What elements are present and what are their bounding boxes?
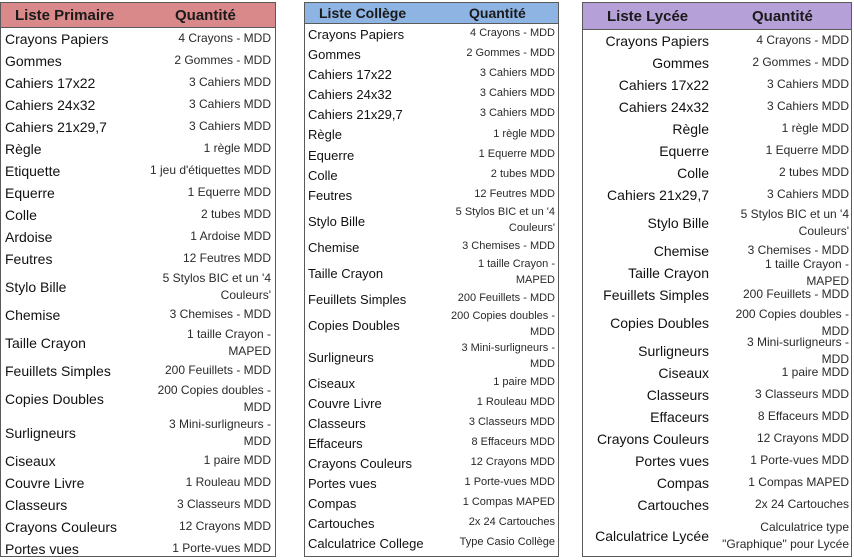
table-row	[1, 94, 275, 116]
table-row	[305, 44, 558, 64]
quantity-cell: 1 Porte-vues MDD	[172, 541, 271, 556]
item-name-cell: Copies Doubles	[610, 315, 709, 331]
table-body	[305, 24, 558, 553]
quantity-cell: 12 Feutres MDD	[474, 188, 555, 201]
table-row	[583, 30, 851, 52]
item-name-cell: Cahiers 24x32	[308, 86, 392, 102]
table-row	[1, 360, 275, 382]
item-name-cell: Ardoise	[5, 229, 53, 245]
quantity-cell: 2 Gommes - MDD	[466, 47, 555, 60]
quantity-cell: 1 règle MDD	[203, 141, 271, 156]
item-name-cell: Classeurs	[646, 387, 709, 403]
item-name-cell: Taille Crayon	[308, 265, 384, 281]
quantity-cell: 2x 24 Cartouches	[468, 516, 555, 529]
item-name-cell: Equerre	[659, 143, 709, 159]
quantity-cell: 1 Porte-vues MDD	[750, 453, 849, 468]
table-row	[583, 206, 851, 240]
quantity-cell: 3 Mini-surligneurs - MDD	[168, 416, 271, 448]
table-header	[1, 3, 275, 28]
quantity-cell: 1 taille Crayon - MAPED	[477, 258, 555, 286]
table-row	[583, 118, 851, 140]
item-name-cell: Règle	[308, 127, 342, 142]
table-row	[1, 182, 275, 204]
table-row	[305, 84, 558, 104]
table-row	[583, 52, 851, 74]
item-name-cell: Compas	[656, 475, 709, 491]
table-row	[583, 406, 851, 428]
list-title: Liste Lycée	[607, 7, 689, 25]
table-row	[1, 138, 275, 160]
quantity-cell: 1 Rouleau MDD	[185, 475, 271, 490]
table-row	[305, 453, 558, 473]
table-row	[1, 450, 275, 472]
table-row	[1, 326, 275, 360]
table-row	[1, 50, 275, 72]
item-name-cell: Cahiers 17x22	[5, 75, 96, 91]
item-name-cell: Crayons Papiers	[605, 33, 709, 49]
quantity-cell: 8 Effaceurs MDD	[471, 436, 555, 449]
quantity-cell: 3 Cahiers MDD	[766, 187, 849, 202]
table-row	[305, 145, 558, 165]
item-name-cell: Colle	[677, 165, 709, 181]
table-row	[305, 237, 558, 257]
item-name-cell: Cartouches	[308, 515, 375, 531]
table-row	[305, 205, 558, 237]
item-name-cell: Surligneurs	[308, 349, 374, 365]
item-name-cell: Portes vues	[635, 453, 709, 469]
item-name-cell: Taille Crayon	[628, 265, 709, 281]
item-name-cell: Cahiers 21x29,7	[5, 119, 107, 135]
quantity-cell: 1 Porte-vues MDD	[464, 476, 555, 489]
item-name-cell: Chemise	[653, 243, 709, 259]
table-row	[305, 473, 558, 493]
quantity-cell: 3 Cahiers MDD	[188, 75, 271, 90]
item-name-cell: Stylo Bille	[308, 213, 366, 229]
quantity-cell: 1 règle MDD	[781, 121, 849, 136]
table-row	[583, 516, 851, 556]
item-name-cell: Couvre Livre	[5, 475, 85, 491]
quantity-cell: 1 Rouleau MDD	[476, 396, 555, 409]
table-row	[305, 341, 558, 373]
table-row	[1, 160, 275, 182]
table-row	[1, 472, 275, 494]
quantity-cell: 200 Feuillets - MDD	[164, 363, 271, 378]
item-name-cell: Feutres	[308, 187, 353, 203]
table-row	[305, 124, 558, 145]
list-title: Liste Primaire	[15, 6, 115, 24]
table-row	[583, 472, 851, 494]
quantity-cell: 1 paire MDD	[493, 376, 555, 389]
quantity-header: Quantité	[469, 5, 526, 21]
item-name-cell: Stylo Bille	[647, 215, 709, 231]
table-row	[1, 248, 275, 270]
quantity-cell: 3 Mini-surligneurs - MDD	[746, 334, 849, 366]
quantity-cell: 3 Chemises - MDD	[169, 307, 271, 322]
item-name-cell: Equerre	[308, 147, 355, 163]
quantity-cell: 3 Chemises - MDD	[747, 243, 849, 258]
item-name-cell: Equerre	[5, 185, 55, 201]
table-row	[1, 226, 275, 248]
quantity-cell: 3 Classeurs MDD	[468, 416, 555, 429]
item-name-cell: Surligneurs	[5, 425, 76, 441]
table-row	[305, 413, 558, 433]
table-row	[583, 284, 851, 306]
quantity-cell: 1 taille Crayon - MAPED	[764, 256, 849, 288]
item-name-cell: Copies Doubles	[5, 391, 104, 407]
item-name-cell: Gommes	[5, 53, 62, 69]
item-name-cell: Gommes	[652, 55, 709, 71]
table-row	[305, 24, 558, 44]
quantity-cell: 4 Crayons - MDD	[178, 31, 271, 46]
quantity-cell: 4 Crayons - MDD	[470, 27, 555, 40]
table-row	[305, 185, 558, 205]
quantity-cell: 1 paire MDD	[781, 365, 849, 380]
item-name-cell: Crayons Couleurs	[5, 519, 118, 535]
item-name-cell: Cahiers 17x22	[618, 77, 709, 93]
quantity-cell: 1 taille Crayon - MAPED	[186, 326, 271, 358]
table-row	[1, 270, 275, 304]
item-name-cell: Crayons Couleurs	[596, 431, 709, 447]
quantity-cell: 8 Effaceurs MDD	[757, 409, 849, 424]
quantity-cell: 2 tubes MDD	[490, 168, 555, 181]
table-row	[1, 72, 275, 94]
table-row	[305, 257, 558, 289]
table-row	[1, 516, 275, 538]
table-row	[583, 334, 851, 366]
quantity-cell: 12 Crayons MDD	[178, 519, 271, 534]
table-row	[305, 433, 558, 453]
quantity-cell: 3 Cahiers MDD	[188, 97, 271, 112]
quantity-cell: 12 Feutres MDD	[182, 251, 271, 266]
quantity-cell: 3 Cahiers MDD	[479, 107, 555, 120]
item-name-cell: Portes vues	[308, 475, 377, 491]
item-name-cell: Copies Doubles	[308, 317, 400, 333]
quantity-cell: 200 Copies doubles - MDD	[735, 306, 849, 338]
item-name-cell: Cahiers 17x22	[308, 66, 392, 82]
table-row	[583, 96, 851, 118]
table-row	[583, 74, 851, 96]
item-name-cell: Classeurs	[5, 497, 68, 513]
quantity-cell: 5 Stylos BIC et un '4 Couleurs'	[162, 270, 271, 302]
quantity-cell: 3 Cahiers MDD	[479, 67, 555, 80]
list-primaire-table	[0, 2, 276, 557]
quantity-cell: 5 Stylos BIC et un '4 Couleurs'	[740, 206, 849, 238]
item-name-cell: Chemise	[5, 307, 61, 323]
item-name-cell: Cahiers 21x29,7	[308, 106, 403, 122]
item-name-cell: Ciseaux	[658, 365, 709, 381]
table-row	[583, 362, 851, 384]
quantity-cell: Calculatrice type "Graphique" pour Lycée	[722, 519, 849, 551]
table-row	[305, 393, 558, 413]
quantity-cell: 3 Classeurs MDD	[754, 387, 849, 402]
quantity-cell: 200 Copies doubles - MDD	[451, 310, 555, 338]
list-lycee-table	[582, 2, 852, 557]
quantity-cell: 12 Crayons MDD	[756, 431, 849, 446]
quantity-cell: 1 jeu d'étiquettes MDD	[149, 163, 271, 178]
table-row	[583, 384, 851, 406]
item-name-cell: Colle	[308, 167, 338, 183]
quantity-header: Quantité	[752, 7, 813, 25]
table-row	[305, 165, 558, 185]
item-name-cell: Crayons Papiers	[5, 31, 109, 47]
quantity-cell: 3 Classeurs MDD	[176, 497, 271, 512]
item-name-cell: Feutres	[5, 251, 53, 267]
item-name-cell: Effaceurs	[650, 409, 709, 425]
table-row	[1, 416, 275, 450]
item-name-cell: Chemise	[308, 239, 360, 255]
table-row	[305, 533, 558, 553]
item-name-cell: Crayons Papiers	[308, 26, 405, 42]
quantity-cell: Type Casio Collège	[459, 536, 555, 549]
quantity-cell: 3 Cahiers MDD	[479, 87, 555, 100]
item-name-cell: Calculatrice Lycée	[595, 528, 709, 544]
item-name-cell: Effaceurs	[308, 435, 363, 451]
item-name-cell: Portes vues	[5, 541, 79, 557]
table-header	[305, 3, 558, 24]
quantity-cell: 3 Mini-surligneurs - MDD	[461, 342, 555, 370]
item-name-cell: Calculatrice College	[308, 535, 424, 551]
table-row	[1, 494, 275, 516]
quantity-cell: 2 Gommes - MDD	[174, 53, 271, 68]
table-row	[1, 382, 275, 416]
table-row	[1, 304, 275, 326]
quantity-cell: 3 Chemises - MDD	[462, 240, 555, 253]
quantity-cell: 200 Feuillets - MDD	[457, 292, 555, 305]
quantity-cell: 2x 24 Cartouches	[754, 497, 849, 512]
quantity-cell: 4 Crayons - MDD	[756, 33, 849, 48]
quantity-cell: 1 Compas MAPED	[462, 496, 555, 509]
quantity-cell: 1 Equerre MDD	[765, 143, 849, 158]
quantity-header: Quantité	[175, 6, 236, 24]
item-name-cell: Taille Crayon	[5, 335, 86, 351]
item-name-cell: Surligneurs	[638, 343, 709, 359]
table-row	[1, 204, 275, 226]
item-name-cell: Etiquette	[5, 163, 61, 179]
table-row	[305, 373, 558, 393]
quantity-cell: 1 Compas MAPED	[748, 475, 849, 490]
item-name-cell: Feuillets Simples	[5, 363, 111, 379]
item-name-cell: Crayons Couleurs	[308, 455, 413, 471]
item-name-cell: Couvre Livre	[308, 395, 382, 411]
table-row	[583, 494, 851, 516]
table-row	[305, 493, 558, 513]
item-name-cell: Règle	[672, 121, 709, 137]
quantity-cell: 2 tubes MDD	[778, 165, 849, 180]
item-name-cell: Ciseaux	[5, 453, 56, 469]
table-row	[583, 450, 851, 472]
table-row	[583, 162, 851, 184]
item-name-cell: Cahiers 21x29,7	[607, 187, 709, 203]
item-name-cell: Cahiers 24x32	[618, 99, 709, 115]
table-row	[305, 64, 558, 84]
item-name-cell: Gommes	[308, 46, 361, 62]
table-body	[1, 28, 275, 560]
table-row	[305, 309, 558, 341]
table-row	[1, 28, 275, 50]
item-name-cell: Règle	[5, 141, 42, 157]
item-name-cell: Cahiers 24x32	[5, 97, 96, 113]
quantity-cell: 3 Cahiers MDD	[188, 119, 271, 134]
item-name-cell: Cartouches	[637, 497, 709, 513]
table-row	[305, 289, 558, 309]
table-row	[305, 513, 558, 533]
list-college-table	[304, 2, 559, 557]
quantity-cell: 5 Stylos BIC et un '4 Couleurs'	[455, 206, 555, 234]
quantity-cell: 1 Equerre MDD	[187, 185, 271, 200]
quantity-cell: 3 Cahiers MDD	[766, 77, 849, 92]
quantity-cell: 1 règle MDD	[493, 127, 555, 140]
table-row	[583, 184, 851, 206]
quantity-cell: 12 Crayons MDD	[470, 456, 555, 469]
table-header	[583, 3, 851, 30]
item-name-cell: Stylo Bille	[5, 279, 67, 295]
item-name-cell: Feuillets Simples	[308, 291, 407, 307]
table-row	[583, 140, 851, 162]
item-name-cell: Colle	[5, 207, 37, 223]
quantity-cell: 1 paire MDD	[203, 453, 271, 468]
list-title: Liste Collège	[319, 5, 407, 21]
table-row	[1, 116, 275, 138]
quantity-cell: 1 Ardoise MDD	[190, 229, 271, 244]
table-row	[583, 256, 851, 288]
quantity-cell: 2 Gommes - MDD	[752, 55, 849, 70]
item-name-cell: Compas	[308, 495, 357, 511]
quantity-cell: 1 Equerre MDD	[478, 148, 555, 161]
quantity-cell: 200 Copies doubles - MDD	[157, 382, 271, 414]
table-body	[583, 30, 851, 556]
table-row	[305, 104, 558, 124]
quantity-cell: 3 Cahiers MDD	[766, 99, 849, 114]
item-name-cell: Classeurs	[308, 415, 366, 431]
item-name-cell: Feuillets Simples	[603, 287, 709, 303]
quantity-cell: 200 Feuillets - MDD	[742, 287, 849, 302]
quantity-cell: 2 tubes MDD	[200, 207, 271, 222]
table-row	[583, 428, 851, 450]
item-name-cell: Ciseaux	[308, 375, 355, 391]
